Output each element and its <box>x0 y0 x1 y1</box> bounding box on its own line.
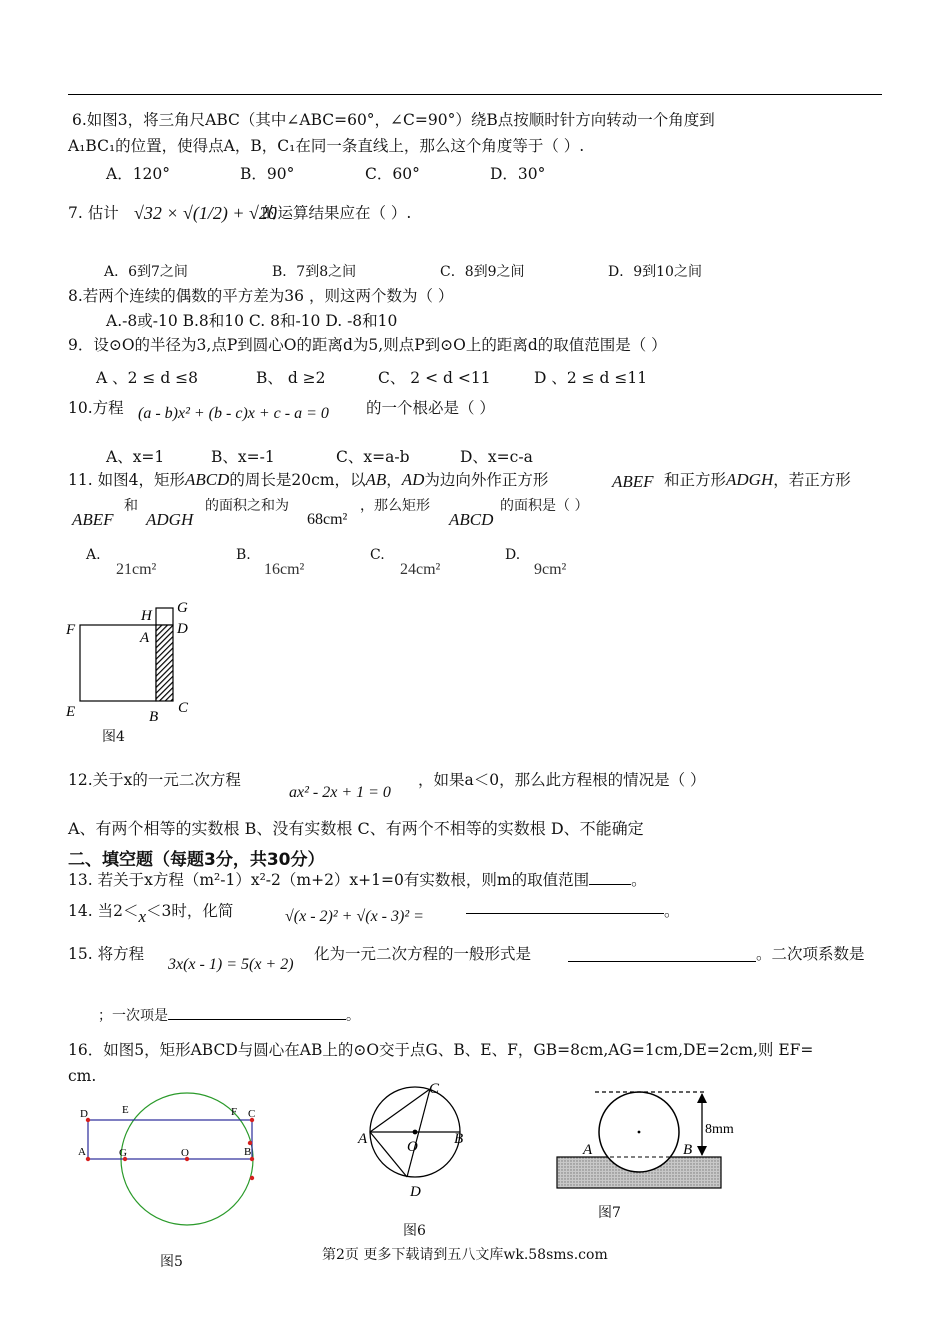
q16-line1: 16．如图5，矩形ABCD与圆心在AB上的⊙O交于点G、B、E、F，GB=8cm,AG=1cm,DE=2cm,则 EF= <box>68 1041 814 1059</box>
q7-option-d: D．9到10之间 <box>608 264 702 280</box>
q14-expression: √(x - 2)² + √(x - 3)² = <box>285 908 424 925</box>
points <box>86 1118 254 1180</box>
q10-option-d: D、x=c-a <box>460 448 533 466</box>
q7-option-a: A．6到7之间 <box>104 264 188 280</box>
q13-body: 13. 若关于x方程（m²-1）x²-2（m+2）x+1=0有实数根，则m的取值范围 <box>68 871 590 889</box>
section-title: 二、填空题（每题3分，共30分） <box>68 850 325 870</box>
q11-abcd-2: ABCD <box>449 510 494 529</box>
q10-expression: (a - b)x² + (b - c)x + c - a = 0 <box>138 405 329 422</box>
q14-prefix <box>68 901 234 926</box>
q11-line1 <box>68 470 548 490</box>
q14-blank[interactable] <box>466 913 664 914</box>
rectangle-abcd <box>88 1120 252 1159</box>
q11-abef-1: ABEF <box>612 472 654 491</box>
q11-and: 和 <box>124 498 138 514</box>
q12-options: A、有两个相等的实数根 B、没有实数根 C、有两个不相等的实数根 D、不能确定 <box>68 819 644 838</box>
figure-5 <box>70 1095 270 1255</box>
q15-mid: 化为一元二次方程的一般形式是 <box>314 945 532 963</box>
q15-blank-general-form[interactable] <box>568 961 756 962</box>
q11-option-c-value: 24cm² <box>400 561 441 578</box>
figure-7-caption: 图7 <box>598 1205 621 1221</box>
rectangle-abcd <box>156 625 173 701</box>
square-adgh <box>156 608 173 625</box>
q6-line2: A₁BC₁的位置，使得点A，B，C₁在同一条直线上，那么这个角度等于（ ）. <box>68 137 585 155</box>
q16-line2: cm. <box>68 1067 97 1085</box>
q15-prefix: 15. 将方程 <box>68 945 145 963</box>
q14-prefix-text: 14. 当2＜ <box>68 902 139 920</box>
q14-x: x <box>138 907 146 926</box>
ball-center <box>638 1131 641 1134</box>
q11-adgh-1: ADGH <box>726 470 774 489</box>
q12-expression: ax² - 2x + 1 = 0 <box>289 784 391 801</box>
label-b: B <box>244 1146 252 1158</box>
label-a: A <box>358 1131 368 1147</box>
q15-end: 。二次项系数是 <box>756 945 865 963</box>
label-e: E <box>122 1104 129 1116</box>
q11-text-e: ，若正方形 <box>773 471 851 489</box>
q14-mid: ＜3时，化简 <box>146 902 234 920</box>
label-f: F <box>231 1106 238 1118</box>
label-d: D <box>410 1184 421 1200</box>
q9-option-d: D 、2 ≤ d ≤11 <box>534 369 648 387</box>
q9-text: 9．设⊙O的半径为3,点P到圆心O的距离d为5,则点P到⊙O上的距离d的取值范围是（ ） <box>68 336 667 354</box>
q6-option-a: A．120° <box>106 165 171 183</box>
q8-options: A.-8或-10 B.8和10 C. 8和-10 D. -8和10 <box>106 312 398 330</box>
label-o: O <box>181 1147 189 1159</box>
q12-prefix: 12.关于x的一元二次方程 <box>68 771 241 789</box>
figure-6 <box>355 1080 475 1200</box>
label-b: B <box>149 709 159 725</box>
figure-6-caption: 图6 <box>403 1223 426 1239</box>
q11-option-c-letter: C. <box>370 547 385 563</box>
q11-text-rect: ，那么矩形 <box>360 498 430 514</box>
q11-comma: ， <box>386 471 402 489</box>
q6-line1: 6.如图3，将三角尺ABC（其中∠ABC=60°，∠C=90°）绕B点按顺时针方向转动一个角度到 <box>72 111 715 129</box>
label-g: G <box>119 1147 127 1159</box>
q6-option-b: B．90° <box>240 165 295 183</box>
q6-option-d: D．30° <box>490 165 546 183</box>
label-o: O <box>407 1139 418 1155</box>
q8-text: 8.若两个连续的偶数的平方差为36 ，则这两个数为（ ） <box>68 287 454 305</box>
label-c: C <box>178 700 189 716</box>
q9-option-b: B、 d ≥2 <box>256 369 326 387</box>
chord-cd <box>407 1089 430 1177</box>
q11-area-value: 68cm² <box>307 511 348 528</box>
q6-option-c: C．60° <box>365 165 420 183</box>
q7-option-c: C．8到9之间 <box>440 264 525 280</box>
q11-option-a-value: 21cm² <box>116 561 157 578</box>
q7-option-b: B．7到8之间 <box>272 264 357 280</box>
label-f: F <box>66 622 76 638</box>
q15-expression: 3x(x - 1) = 5(x + 2) <box>168 956 294 973</box>
label-a: A <box>78 1146 86 1158</box>
label-g: G <box>177 600 188 616</box>
top-rule <box>68 94 882 95</box>
figure-5-caption: 图5 <box>160 1254 183 1270</box>
label-d: D <box>177 621 188 637</box>
q11-ad: AD <box>401 470 425 489</box>
q7-suffix: 的运算结果应在（ ）. <box>262 204 412 222</box>
figure-4 <box>60 596 210 726</box>
q10-prefix: 10.方程 <box>68 399 124 417</box>
q14-end: 。 <box>664 902 680 920</box>
q11-option-b-letter: B. <box>236 547 251 563</box>
q10-suffix: 的一个根必是（ ） <box>366 399 495 417</box>
q11-option-d-value: 9cm² <box>534 561 567 578</box>
q13-blank[interactable] <box>589 884 631 885</box>
center-o <box>413 1130 418 1135</box>
q15-line2 <box>98 1006 360 1026</box>
q11-option-b-value: 16cm² <box>264 561 305 578</box>
dimension-label: 8mm <box>705 1122 734 1137</box>
q11-abcd: ABCD <box>184 470 230 489</box>
q10-option-b: B、x=-1 <box>211 448 275 466</box>
q11-text-d-span: 和正方形 <box>664 471 727 489</box>
q9-option-a: A 、2 ≤ d ≤8 <box>96 369 199 387</box>
arrow-up <box>697 1093 707 1103</box>
label-e: E <box>66 704 76 720</box>
q10-option-c: C、x=a-b <box>336 448 410 466</box>
label-b: B <box>454 1131 464 1147</box>
q11-adgh-2: ADGH <box>146 510 194 529</box>
figure-4-caption: 图4 <box>102 729 125 745</box>
q9-option-c: C、 2 < d <11 <box>378 369 491 387</box>
q11-abef-2: ABEF <box>72 510 114 529</box>
label-a: A <box>583 1142 593 1158</box>
q15-blank-linear-term[interactable] <box>168 1019 346 1020</box>
q15-line2a: ；一次项是 <box>98 1008 168 1024</box>
q11-text-area: 的面积之和为 <box>205 498 289 514</box>
q13-end: 。 <box>631 871 647 889</box>
q11-text-b: 的周长是20cm，以 <box>229 471 366 489</box>
q7-prefix: 7. 估计 <box>68 204 119 222</box>
label-c: C <box>248 1108 256 1120</box>
q7-expression: √32 × √(1/2) + √20 <box>134 203 277 223</box>
q15-line2b: 。 <box>346 1008 360 1024</box>
q11-text-c: 为边向外作正方形 <box>424 471 549 489</box>
label-h: H <box>141 608 152 624</box>
label-b: B <box>683 1142 693 1158</box>
q10-option-a: A、x=1 <box>106 448 165 466</box>
q11-text-d <box>664 470 851 490</box>
label-c: C <box>429 1081 440 1097</box>
q11-ab: AB <box>365 470 387 489</box>
figure-7 <box>555 1085 755 1195</box>
q11-text-a: 11. 如图4，矩形 <box>68 471 185 489</box>
q13-text <box>68 870 647 890</box>
q11-text-end: 的面积是（ ） <box>500 498 589 514</box>
q12-suffix: ，如果a＜0，那么此方程根的情况是（ ） <box>418 771 706 789</box>
q11-option-a-letter: A. <box>86 547 101 563</box>
q11-option-d-letter: D. <box>505 547 521 563</box>
label-a: A <box>140 630 150 646</box>
label-d: D <box>80 1108 88 1120</box>
page-footer: 第2页 更多下载请到五八文库wk.58sms.com <box>322 1247 608 1263</box>
arrow-down <box>697 1146 707 1156</box>
